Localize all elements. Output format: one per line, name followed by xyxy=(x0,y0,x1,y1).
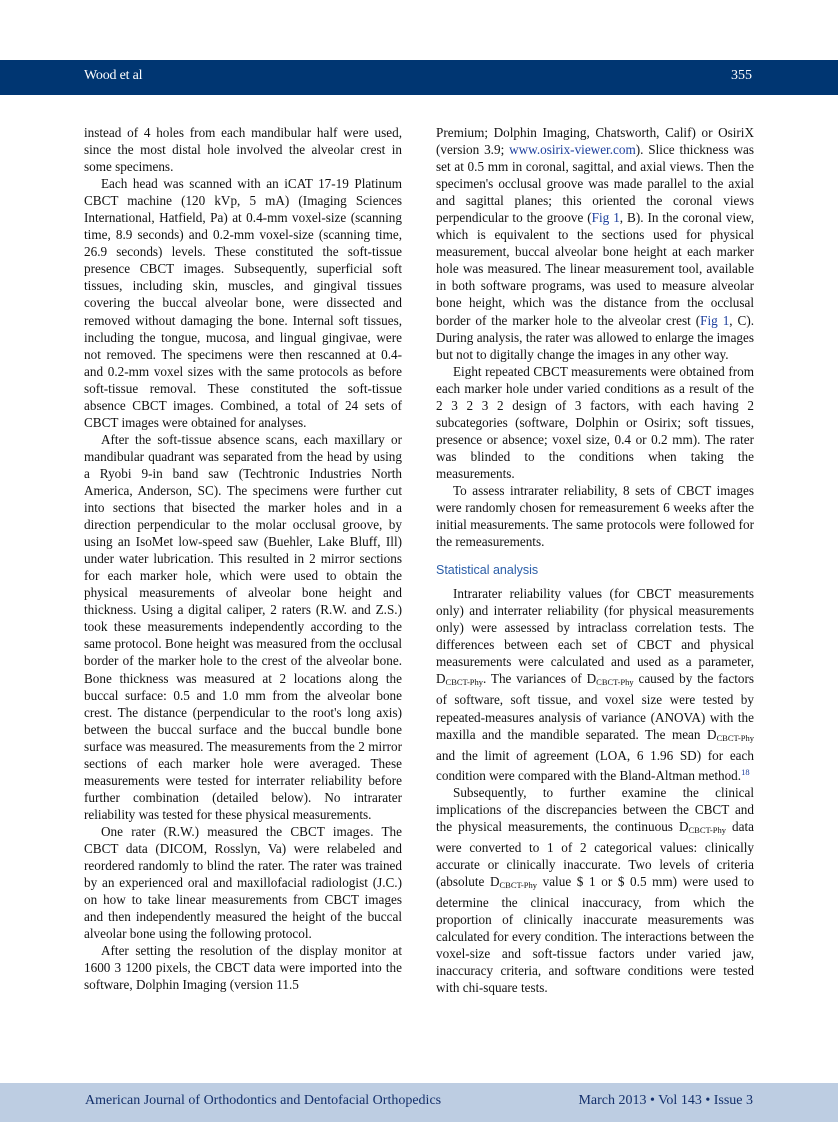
running-header-bar xyxy=(0,60,838,95)
text-run: caused by the factors of software, soft tissue, and voxel size were tested by repeated-measures analysis of variance (ANOVA) with the maxilla and the mandible separated. The mean D xyxy=(436,671,755,742)
section-heading: Statistical analysis xyxy=(436,563,539,578)
subscript: CBCT-Phy xyxy=(445,677,484,688)
subscript: CBCT-Phy xyxy=(499,879,537,890)
text-run: , C). During analysis, the rater was allowed to enlarge the images but not to digitally change the images in any other way. xyxy=(436,312,755,362)
paragraph: Each head was scanned with an iCAT 17-19 Platinum CBCT machine (120 kVp, 5 mA) (Imaging Sciences International, Hatfield, Pa) at 0.4-mm voxel-size (scanning time, 8.9 seconds) and 0.2-mm voxel-size (scanning time, 26.9 seconds) levels. These constituted the soft-tissue presence CBCT images. Subsequently, superficial soft tissues, including skin, muscles, and gingival tissues covering the buccal alveolar bone, were dissected and removed without damaging the bone. Internal soft tissues, including the tongue, mucosa, and lingual gingivae, were not removed. The specimens were then rescanned at 0.4- and 0.2-mm voxel sizes with the same protocols as before soft-tissue removal. These constituted the soft-tissue absence CBCT images. Combined, a total of 24 sets of CBCT images were obtained for analyses. xyxy=(84,176,402,430)
paragraph xyxy=(436,124,754,363)
subscript: CBCT-Phy xyxy=(716,732,754,743)
text-run: ). Slice thickness was set at 0.5 mm in coronal, sagittal, and axial views. Then the specimen's occlusal groove was made parallel to the axial and sagittal planes; this oriented the coronal views perpendicular to the groove ( xyxy=(436,142,754,226)
paragraph: One rater (R.W.) measured the CBCT images. The CBCT data (DICOM, Rosslyn, Va) were relabeled and reordered randomly to blind the rater. The rater was trained by an experienced oral and maxillofacial radiologist (J.C.) on how to take linear measurements from CBCT images and then independently measured the height of the buccal alveolar bone using the following protocol. xyxy=(84,823,402,942)
subscript: CBCT-Phy xyxy=(688,824,726,835)
paragraph: Eight repeated CBCT measurements were obtained from each marker hole under varied conditions as a result of the 2 3 2 3 2 design of 3 factors, with each having 2 subcategories (software, Dolphin or Osirix; soft tissues, presence or absence; voxel size, 0.4 or 0.2 mm). The rater was blinded to the conditions when taking the measurements. xyxy=(436,363,754,481)
paragraph: After the soft-tissue absence scans, each maxillary or mandibular quadrant was separated from the head by using a Ryobi 9-in band saw (Techtronic Industries North America, Anderson, SC). The specimens were further cut into sections that bisected the marker holes and in a direction perpendicular to the molar occlusal groove, by using an IsoMet low-speed saw (Buehler, Lake Bluff, Ill) under water lubrication. This resulted in 2 mirror sections for each marker hole, which were used to obtain the physical measurements of alveolar bone height and thickness. Using a digital caliper, 2 raters (R.W. and Z.S.) took these measurements independently according to the same protocol. Bone height was measured from the occlusal border of the marker hole to the crest of the alveolar bone. Bone thickness was measured at 2 locations along the buccal surface: 0.5 and 1.0 mm from the alveolar bone crest. The distance (perpendicular to the root's long axis) between the buccal surface and the buccal bundle bone surface was measured. The measurements from the 2 mirror sections of each marker hole were averaged. These measurements were tested for interrater reliability before further combination (detailed below). No intrarater reliability was tested for these physical measurements. xyxy=(84,431,402,822)
text-run: data were converted to 1 of 2 categorical values: clinically accurate or clinically inaccurate. Two levels of criteria (absolute D xyxy=(436,818,754,889)
left-column xyxy=(84,124,402,993)
paragraph: To assess intrarater reliability, 8 sets of CBCT images were randomly chosen for remeasurement 6 weeks after the initial measurements. The same protocols were followed for the remeasurements. xyxy=(436,482,754,550)
text-run: Intrarater reliability values (for CBCT measurements only) and interrater reliability (for physical measurements only) were assessed by intraclass correlation tests. The differences between each set of CBCT and physical measurements were calculated and used as a parameter, D xyxy=(436,586,754,687)
paragraph: After setting the resolution of the display monitor at 1600 3 1200 pixels, the CBCT data were imported into the software, Dolphin Imaging (version 11.5 xyxy=(84,943,402,993)
text-run: , B). In the coronal view, which is equivalent to the sections used for physical measurement, buccal alveolar bone height at each marker hole was measured. The linear measurement tool, available in both software programs, was used to measure alveolar bone height, which was the distance from the occlusal border of the marker hole to the alveolar crest ( xyxy=(436,210,755,328)
paragraph: instead of 4 holes from each mandibular half were used, since the most distal hole involved the alveolar crest in some specimens. xyxy=(84,125,402,175)
issue-info: March 2013 • Vol 143 • Issue 3 xyxy=(578,1093,753,1108)
paragraph xyxy=(436,585,754,784)
right-column xyxy=(436,124,754,996)
figure-1-reference-link[interactable]: Fig 1 xyxy=(700,312,730,328)
figure-1-reference-link[interactable]: Fig 1 xyxy=(591,210,620,226)
reference-18-link[interactable]: 18 xyxy=(741,766,750,777)
journal-footer-bar xyxy=(0,1083,838,1122)
osirix-url-link[interactable]: www.osirix-viewer.com xyxy=(509,142,636,158)
text-run: Subsequently, to further examine the clinical implications of the discrepancies between the CBCT and the physical measurements, the continuous D xyxy=(436,784,754,834)
paragraph xyxy=(436,784,754,997)
text-run: value $ 1 or $ 0.5 mm) were used to determine the clinical inaccuracy, from which the proportion of clinically inaccurate measurements was calculated for every condition. The interactions between the voxel-size and soft-tissue factors under varied jaw, inaccuracy criteria, and software conditions were tested with chi-square tests. xyxy=(436,873,754,996)
text-run: . The variances of D xyxy=(483,671,597,687)
subscript: CBCT-Phy xyxy=(596,677,634,688)
running-head-authors: Wood et al xyxy=(84,68,143,83)
journal-name: American Journal of Orthodontics and Dentofacial Orthopedics xyxy=(85,1093,442,1108)
page-number: 355 xyxy=(731,68,752,83)
text-run: Premium; Dolphin Imaging, Chatsworth, Calif) or OsiriX (version 3.9; xyxy=(436,125,754,158)
text-run: and the limit of agreement (LOA, 6 1.96 SD) for each condition were compared with the Bland-Altman method. xyxy=(436,747,754,783)
